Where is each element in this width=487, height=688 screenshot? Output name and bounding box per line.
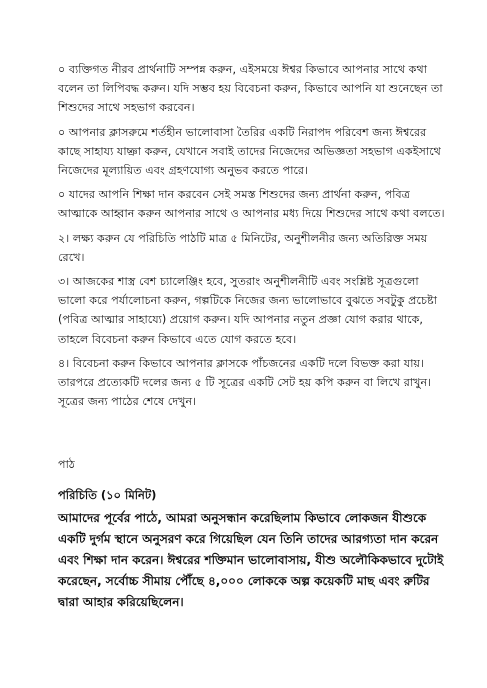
intro-heading: পরিচিতি (১০ মিনিট) <box>58 488 157 503</box>
instruction-prayer-children: ০ যাদের আপনি শিক্ষা দান করবেন সেই সমস্ত শিশুদের জন্য প্রার্থনা করুন, পবিত্র আত্মাকে আহ্বান করুন আপনার সাথে ও আপনার মধ্য দিয়ে শিশুদের সাথে কথা বলতে। <box>58 188 445 221</box>
intro-paragraph: আমাদের পূর্বের পাঠে, আমরা অনুসন্ধান করেছিলাম কিভাবে লোকজন যীশুকে একটি দুর্গম স্থানে অনুসরণ করে গিয়েছিল যেন তিনি তাদের আরগ্যতা দান করেন এবং শিক্ষা দান করেন। ঈশ্বরের শক্তিমান ভালোবাসায়, যীশু অলৌকিকভাবে দুটোই করেছেন, সর্বোচ্চ সীমায় পৌঁছে ৪,০০০ লোককে অল্প কয়েকটি মাছ এবং রুটির দ্বারা আহার করিয়েছিলেন। <box>58 511 444 610</box>
instruction-prayer-classroom: ০ আপনার ক্লাসরুমে শর্তহীন ভালোবাসা তৈরির একটি নিরাপদ পরিবেশ জন্য ঈশ্বরের কাছে সাহায্য যাচ্ঞা করুন, যেখানে সবাই তাদের নিজেদের অভিজ্ঞতা সহভাগ একইসাথে নিজেদের মূল্যায়িত এবং গ্রহণযোগ্য অনুভব করতে পারে। <box>58 125 441 178</box>
lesson-label: পাঠ <box>58 458 75 472</box>
instruction-prayer-listen: ০ ব্যক্তিগত নীরব প্রার্থনাটি সম্পন্ন করুন, এইসময়ে ঈশ্বর কিভাবে আপনার সাথে কথা বলেন তা লিপিবদ্ধ করুন। যদি সম্ভব হয় বিবেচনা করুন, কিভাবে আপনি যা শুনেছেন তা শিশুদের সাথে সহভাগ করবেন। <box>58 63 443 115</box>
section-spacer <box>58 416 446 456</box>
instruction-intro-time: ২। লক্ষ্য করুন যে পরিচিতি পাঠটি মাত্র ৫ মিনিটের, অনুশীলনীর জন্য অতিরিক্ত সময় রেখে। <box>58 231 428 264</box>
instruction-group-clues: ৪। বিবেচনা করুন কিভাবে আপনার ক্লাসকে পাঁচজনের একটি দলে বিভক্ত করা যায়। তারপরে প্রত্যেকটি দলের জন্য ৫ টি সূত্রের একটি সেট হয় কপি করুন বা লিখে রাখুন। সূত্রের জন্য পাঠের শেষে দেখুন। <box>58 356 432 409</box>
instruction-scripture-review: ৩। আজকের শাস্ত্র বেশ চ্যালেঞ্জিং হবে, সুতরাং অনুশীলনীটি এবং সংশ্লিষ্ট সূত্রগুলো ভালো করে পর্যালোচনা করুন, গল্পটিকে নিজের জন্য ভালোভাবে বুঝতে সবটুকু প্রচেষ্টা (পবিত্র আত্মার সাহায্যে) প্রয়োগ করুন। যদি আপনার নতুন প্রজ্ঞা যোগ করার থাকে, তাহলে বিবেচনা করুন কিভাবে এতে যোগ করতে হবে। <box>58 275 437 346</box>
label-spacer <box>58 474 446 486</box>
page-content <box>58 60 446 613</box>
